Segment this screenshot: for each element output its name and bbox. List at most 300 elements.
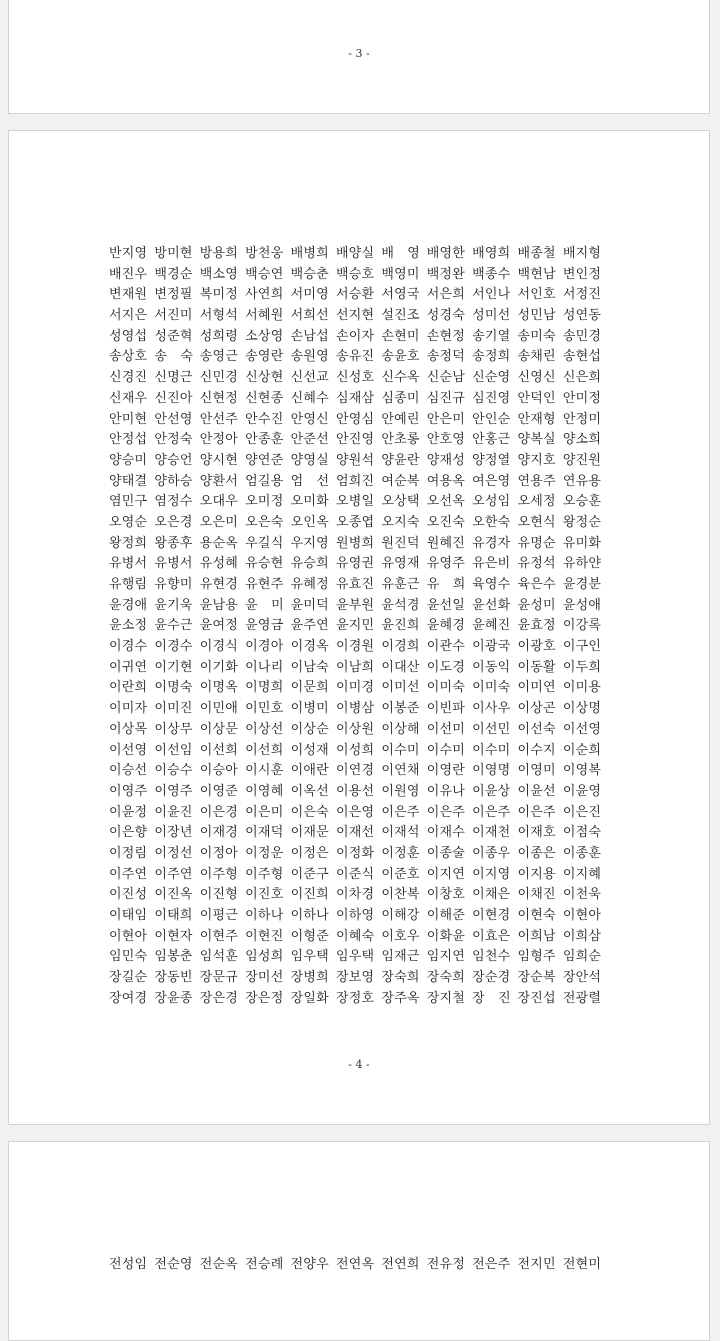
name-entry: 신선교 [290,370,329,386]
name-entry: 오대우 [199,494,239,510]
name-entry: 송정덕 [426,349,466,365]
name-entry: 이지연 [426,866,466,882]
name-entry: 윤남용 [199,597,239,613]
page-number: - 3 - [348,47,370,60]
name-entry: 윤선화 [472,597,511,613]
name-entry: 백현남 [517,266,556,282]
name-entry: 이은주 [381,804,420,820]
name-entry: 이대산 [381,659,420,675]
name-entry: 이재석 [381,825,420,841]
name-entry: 이상목 [109,721,148,737]
name-entry: 임성희 [245,949,284,965]
name-entry: 이연채 [381,763,420,779]
name-entry: 양재성 [426,452,466,468]
name-entry: 이동활 [517,659,556,675]
name-entry: 서인호 [517,287,556,303]
name-entry: 임우택 [335,949,375,965]
name-entry: 이상곤 [517,701,556,717]
name-entry: 유영권 [335,556,375,572]
name-entry: 이진호 [245,887,284,903]
name-entry: 윤혜경 [426,618,466,634]
name-entry: 오진숙 [426,514,466,530]
name-entry: 이화윤 [426,928,466,944]
name-entry: 이재수 [426,825,466,841]
name-entry: 서정진 [562,287,602,303]
name-entry: 이해강 [381,908,420,923]
name-entry: 이구인 [562,639,602,655]
name-entry: 유훈근 [381,577,420,592]
name-entry: 유현주 [245,577,284,592]
name-entry: 이동익 [472,659,511,675]
name-entry: 안정섭 [109,432,148,448]
name-entry: 원진덕 [381,535,420,551]
name-entry: 이정훈 [381,845,420,861]
name-entry: 전광렬 [562,990,602,1006]
name-entry: 손이자 [335,328,375,344]
name-entry: 서미영 [290,287,329,303]
name-entry: 장길순 [109,970,148,986]
name-entry: 유은비 [472,556,511,572]
name-entry: 양승언 [154,452,193,468]
name-entry: 손남섭 [290,328,329,344]
name-entry: 신경진 [109,370,148,386]
name-entry: 여순복 [381,473,420,489]
name-entry: 유경자 [472,535,511,551]
name-entry: 이귀연 [109,659,148,675]
name-entry: 임지연 [426,949,466,965]
name-entry: 유승희 [290,556,329,572]
name-entry: 유명순 [517,535,556,551]
name-entry: 이준식 [335,866,375,882]
name-entry: 장지철 [426,990,466,1006]
name-entry: 신현정 [199,390,239,406]
name-entry: 이현아 [109,928,148,944]
name-entry: 왕정순 [562,514,602,530]
name-entry: 장은정 [245,990,284,1006]
name-entry: 윤경분 [562,577,602,592]
name-entry: 이은경 [199,804,239,820]
name-entry: 이경아 [245,639,284,655]
name-entry: 오승훈 [562,494,602,510]
name-entry: 장순복 [517,970,556,986]
name-entry: 심진영 [472,390,511,406]
name-entry: 백승호 [335,266,375,282]
name-entry: 서은희 [426,287,466,303]
name-entry: 윤소정 [109,618,148,634]
name-entry: 이미진 [154,701,193,717]
name-entry: 배양실 [335,246,375,261]
name-entry: 배영한 [426,246,466,261]
name-entry: 오현식 [517,514,556,530]
name-entry: 유영재 [381,556,420,572]
name-entry: 이채진 [517,887,556,903]
name-entry: 장숙희 [381,970,420,986]
name-entry: 장보영 [335,970,375,986]
name-entry: 송원영 [290,349,329,365]
name-entry: 오상택 [381,494,420,510]
name-entry: 장동빈 [154,970,193,986]
name-entry: 우지영 [290,535,329,551]
name-entry: 장안석 [562,970,602,986]
name-entry: 이연경 [335,763,375,779]
name-entry: 이은진 [562,804,602,820]
name-entry: 용순옥 [199,535,239,551]
name-entry: 유병서 [109,556,148,572]
name-entry: 오세정 [517,494,556,510]
name-entry: 방천웅 [245,246,284,261]
name-entry: 이하나 [290,908,329,923]
name-entry: 안미정 [562,390,602,406]
name-entry: 장순경 [472,970,511,986]
name-entry: 이상무 [154,721,193,737]
name-entry: 이영복 [562,763,602,779]
name-entry: 배지형 [562,246,602,261]
name-entry: 이성재 [290,742,329,758]
name-entry: 이빈파 [426,701,466,717]
name-entry: 이경희 [381,639,420,655]
name-entry: 염민구 [109,494,148,510]
name-entry: 안정숙 [154,432,193,448]
name-entry: 이승아 [199,763,239,779]
name-entry: 이영명 [472,763,511,779]
name-entry: 이수지 [517,742,556,758]
name-entry: 유향미 [154,577,193,592]
name-entry: 변인정 [562,266,602,282]
name-entry: 이상선 [245,721,284,737]
name-entry: 이명옥 [199,680,239,696]
name-entry: 신성호 [335,370,375,386]
name-entry: 이미선 [381,680,420,696]
name-entry: 유성혜 [199,556,239,572]
name-entry: 서인나 [472,287,511,303]
name-entry: 오영순 [109,514,148,530]
name-entry: 송영란 [245,349,284,365]
name-entry: 이효은 [472,928,511,944]
name-entry: 신명근 [154,370,193,386]
name-entry: 장숙희 [426,970,466,986]
name-entry: 양하승 [154,473,193,489]
name-entry: 송기열 [472,328,511,344]
name-entry: 유 희 [426,577,466,592]
name-entry: 이수미 [381,742,420,758]
name-entry: 심진규 [426,390,466,406]
name-entry: 신혜수 [290,390,329,406]
name-entry: 이민애 [199,701,239,717]
name-entry: 이주형 [245,866,284,882]
name-entry: 이지용 [517,866,556,882]
name-entry: 양정열 [472,452,511,468]
name-entry: 신은희 [562,370,602,386]
name-entry: 유정석 [517,556,556,572]
name-entry: 이정화 [335,845,375,861]
name-entry: 이현숙 [517,908,556,923]
name-entry: 서혜원 [245,308,284,324]
name-entry: 신진아 [154,390,193,406]
name-entry: 오선옥 [426,494,466,510]
name-entry: 송채린 [517,349,556,365]
name-entry: 윤석경 [381,597,420,613]
name-entry: 송정희 [472,349,511,365]
name-entry: 이순희 [562,742,602,758]
name-entry: 신수옥 [381,370,420,386]
document-page-3 [8,0,710,114]
name-entry: 장일화 [290,990,329,1006]
document-page-4 [8,130,710,1125]
name-entry: 이경식 [199,639,239,655]
name-entry: 이윤선 [517,783,556,799]
name-entry: 이정아 [199,845,239,861]
name-entry: 전유정 [426,1257,466,1272]
name-entry: 이준호 [381,866,420,882]
name-entry: 방용희 [199,246,239,261]
name-entry: 이경수 [154,639,193,655]
name-entry: 송유진 [335,349,375,365]
name-entry: 이상원 [335,721,375,737]
name-entry: 이형준 [290,928,329,944]
name-entry: 장 진 [472,990,511,1006]
name-entry: 이은주 [426,804,466,820]
name-entry: 이기현 [154,659,193,675]
name-entry: 이천욱 [562,887,602,903]
name-entry: 전성임 [109,1257,148,1272]
name-entry: 이선영 [109,742,148,758]
name-entry: 심종미 [381,390,420,406]
name-entry: 장문규 [199,970,239,986]
name-entry: 이은주 [472,804,511,820]
name-entry: 이용선 [335,783,375,799]
name-entry: 백정완 [426,266,466,282]
name-entry: 이명희 [245,680,284,696]
name-entry: 이관수 [426,639,466,655]
name-entry: 유미화 [562,535,602,551]
name-entry: 배병희 [290,246,329,261]
name-entry: 이명숙 [154,680,193,696]
name-entry: 윤주연 [290,618,329,634]
name-entry: 이재경 [199,825,239,841]
name-entry: 백종수 [472,266,511,282]
name-entry: 이종우 [472,845,511,861]
name-entry: 임재근 [381,949,420,965]
name-entry: 이은주 [517,804,556,820]
name-entry: 성민남 [517,308,556,324]
name-entry: 이선민 [472,721,511,737]
name-entry: 서지은 [109,308,148,324]
name-entry: 사연희 [245,287,284,303]
name-entry: 손현미 [381,328,420,344]
name-entry: 이하나 [245,908,284,923]
name-entry: 송윤호 [381,349,420,365]
name-entry: 오성임 [472,494,511,510]
name-entry: 이은숙 [290,804,329,820]
name-entry: 이호우 [381,928,420,944]
name-entry: 임희순 [562,949,602,965]
name-entry: 백영미 [381,266,420,282]
page-number: - 4 - [348,1058,370,1071]
name-entry: 안준선 [290,432,329,448]
name-entry: 이정선 [154,845,193,861]
name-entry: 이애란 [290,763,329,779]
name-entry: 이유나 [426,783,466,799]
name-entry: 유승현 [245,556,284,572]
name-entry: 신순남 [426,370,466,386]
name-entry: 이윤정 [109,804,148,820]
name-entry: 이민호 [245,701,284,717]
name-entry: 이희삼 [562,928,602,944]
name-entry: 이사우 [472,701,511,717]
name-entry: 이미자 [109,701,148,717]
name-entry: 안정아 [199,432,239,448]
name-entry: 이미숙 [426,680,466,696]
name-entry: 안예린 [381,411,420,427]
name-entry: 신민경 [199,370,239,386]
name-entry: 안호영 [426,432,466,448]
name-entry: 왕종후 [154,535,193,551]
name-entry: 장여경 [109,990,148,1006]
name-entry: 유병서 [154,556,193,572]
name-entry: 변재원 [109,287,148,303]
name-entry: 이진옥 [154,887,193,903]
name-entry: 이재선 [335,825,375,841]
name-entry: 이영미 [517,763,556,779]
name-entry: 전양우 [290,1257,329,1272]
name-entry: 양환서 [199,473,239,489]
name-entry: 송상호 [109,349,148,365]
name-entry: 이경수 [109,639,148,655]
name-entry: 오종엽 [335,514,375,530]
name-entry: 이승수 [154,763,193,779]
name-entry: 윤혜진 [472,618,511,634]
name-entry: 안선영 [154,411,193,427]
name-entry: 이혜숙 [335,928,375,944]
name-entry: 이미연 [517,680,556,696]
name-entry: 이진성 [109,887,148,903]
name-entry: 서진미 [154,308,193,324]
name-entry: 배진우 [109,266,148,282]
name-entry: 이현진 [245,928,284,944]
name-entry: 윤 미 [245,597,284,613]
name-entry: 임천수 [472,949,511,965]
name-entry: 안수진 [245,411,284,427]
name-entry: 백승춘 [290,266,329,282]
name-entry: 이선임 [154,742,193,758]
name-entry: 전연옥 [335,1257,375,1272]
name-entry: 이진희 [290,887,329,903]
name-entry: 육영수 [472,577,511,592]
name-entry: 연용주 [517,473,556,489]
name-entry: 윤부원 [335,597,375,613]
name-entry: 이현자 [154,928,193,944]
name-entry: 원혜진 [426,535,466,551]
name-entry: 이정림 [109,845,148,861]
name-entry: 이승선 [109,763,148,779]
name-entry: 윤진희 [381,618,420,634]
name-entry: 이선희 [245,742,284,758]
name-entry: 이강록 [562,618,602,634]
name-entry: 변정필 [154,287,193,303]
name-entry: 성미선 [472,308,511,324]
name-entry: 이차경 [335,887,375,903]
name-entry: 윤경애 [109,597,148,613]
name-entry: 서승환 [335,287,375,303]
name-entry: 이주연 [109,866,148,882]
name-entry: 배 영 [381,246,421,261]
name-entry: 신순영 [472,370,511,386]
name-entry: 이종은 [517,845,556,861]
name-entry: 이진형 [199,887,239,903]
name-entry: 안재형 [517,411,556,427]
name-entry: 이나리 [245,659,284,675]
name-entry: 성경숙 [426,308,466,324]
name-entry: 양태결 [109,473,148,489]
name-list [109,1255,608,1276]
name-entry: 장진섭 [517,990,556,1006]
name-entry: 소상영 [245,328,284,344]
name-entry: 이주형 [199,866,239,882]
name-entry: 윤기욱 [154,597,193,613]
name-entry: 양윤란 [381,452,420,468]
name-entry: 신현종 [245,390,284,406]
name-entry: 이윤영 [562,783,602,799]
name-entry: 이재천 [472,825,511,841]
name-entry: 장은경 [199,990,239,1006]
name-entry: 임석훈 [199,949,239,965]
name-entry: 윤영금 [245,618,284,634]
name-entry: 이정은 [290,845,329,861]
name-entry: 송미숙 [517,328,556,344]
name-entry: 장주옥 [381,990,420,1006]
name-entry: 서형석 [199,308,239,324]
name-entry: 이옥선 [290,783,329,799]
name-list [109,244,608,1009]
name-entry: 양소희 [562,432,602,448]
name-entry: 이선미 [426,721,466,737]
name-entry: 이희남 [517,928,556,944]
name-entry: 윤여정 [199,618,239,634]
name-entry: 배종철 [517,246,556,261]
name-entry: 이채은 [472,887,511,903]
name-entry: 서희선 [290,308,329,324]
name-entry: 안홍근 [472,432,511,448]
name-entry: 신재우 [109,390,148,406]
name-entry: 윤선일 [426,597,466,613]
name-entry: 연유용 [562,473,602,489]
name-entry: 전승례 [245,1257,284,1272]
name-entry: 유혜정 [290,577,329,592]
name-entry: 엄 선 [290,473,330,489]
name-entry: 유행림 [109,577,148,592]
name-entry: 이원영 [381,783,420,799]
name-entry: 이준구 [290,866,329,882]
name-entry: 설진조 [381,308,420,324]
name-entry: 안정미 [562,411,602,427]
name-entry: 이광국 [472,639,511,655]
name-entry: 이기화 [199,659,239,675]
name-entry: 임민숙 [109,949,148,965]
name-entry: 오은미 [199,514,239,530]
name-entry: 우길식 [245,535,284,551]
name-entry: 양승미 [109,452,148,468]
name-entry: 이상명 [562,701,602,717]
name-entry: 이란희 [109,680,148,696]
name-entry: 이미경 [335,680,375,696]
name-entry: 왕정희 [109,535,148,551]
name-entry: 양진원 [562,452,602,468]
name-entry: 오은경 [154,514,193,530]
name-entry: 오미화 [290,494,329,510]
name-entry: 임형주 [517,949,556,965]
name-entry: 반지영 [109,246,148,261]
name-entry: 이영준 [199,783,239,799]
